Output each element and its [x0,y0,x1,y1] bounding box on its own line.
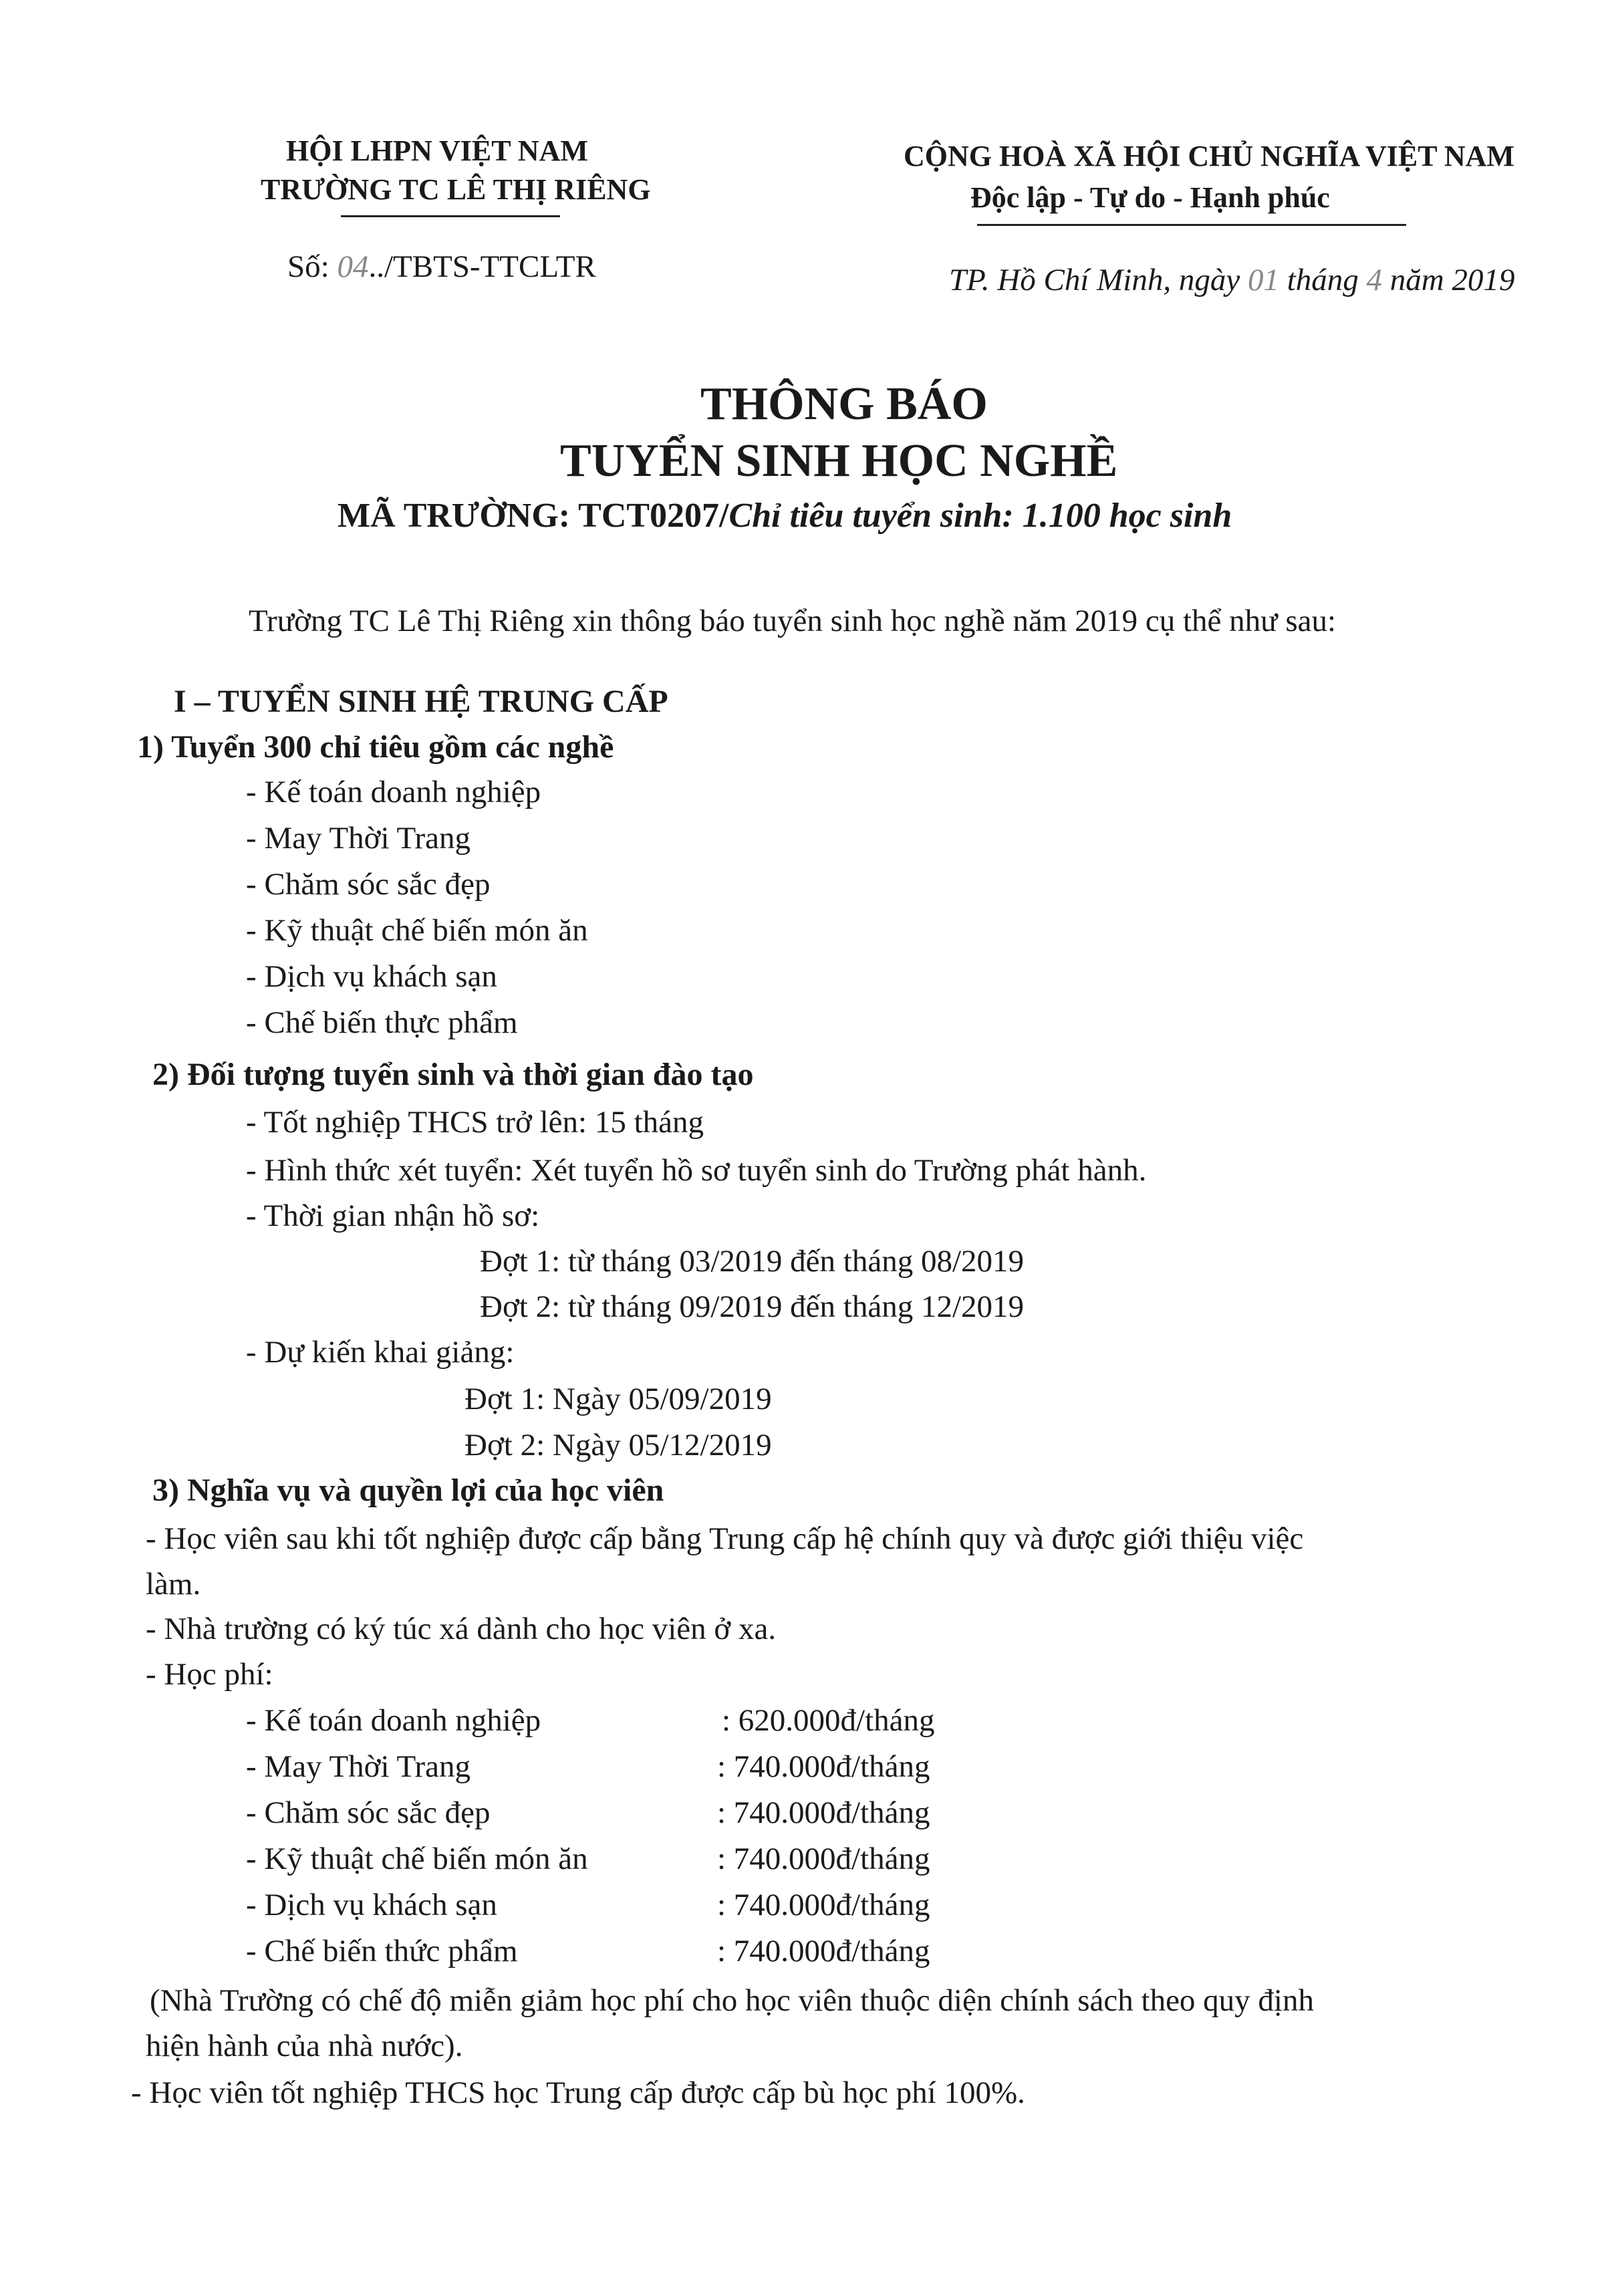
doc-title: THÔNG BÁO [700,378,988,430]
fee-name: - Kế toán doanh nghiệp [246,1703,541,1738]
list-item: - Chế biến thực phẩm [246,1005,518,1040]
dormitory-line: - Nhà trường có ký túc xá dành cho học viên ở xa. [146,1612,777,1646]
doc-date: TP. Hồ Chí Minh, ngày 01 tháng 4 năm 2019 [949,263,1515,297]
list-item: - Chăm sóc sắc đẹp [246,867,491,902]
doc-number-handwritten: 04 [337,249,369,284]
date-month-handwritten: 4 [1366,263,1383,297]
list-item: - May Thời Trang [246,821,471,856]
eligibility-line: - Tốt nghiệp THCS trở lên: 15 tháng [246,1105,704,1140]
opening-line: - Dự kiến khai giảng: [246,1335,515,1370]
benefit-line-1: - Học viên sau khi tốt nghiệp được cấp bằng Trung cấp hệ chính quy và được giới thiệu việc [146,1521,1304,1556]
subsection-1-heading: 1) Tuyển 300 chỉ tiêu gồm các nghề [137,729,614,765]
subsection-2-heading: 2) Đối tượng tuyển sinh và thời gian đào tạo [152,1057,754,1092]
subsidy-line: - Học viên tốt nghiệp THCS học Trung cấp được cấp bù học phí 100%. [131,2075,1025,2110]
benefit-line-1-cont: làm. [146,1567,201,1602]
application-round-2: Đợt 2: từ tháng 09/2019 đến tháng 12/2019 [480,1289,1025,1324]
org-name: HỘI LHPN VIỆT NAM [286,134,588,167]
intro-paragraph: Trường TC Lê Thị Riêng xin thông báo tuyển sinh học nghề năm 2019 cụ thể như sau: [249,604,1337,638]
opening-round-1: Đợt 1: Ngày 05/09/2019 [464,1382,772,1416]
fee-name: - Chăm sóc sắc đẹp [246,1795,491,1830]
fee-value: : 740.000đ/tháng [717,1888,930,1922]
fee-name: - Chế biến thức phẩm [246,1934,518,1968]
application-period-line: - Thời gian nhận hồ sơ: [246,1198,540,1233]
school-code-line: MÃ TRƯỜNG: TCT0207/Chỉ tiêu tuyển sinh: 1.100 học sinh [338,497,1232,535]
fee-value: : 740.000đ/tháng [717,1749,930,1784]
application-round-1: Đợt 1: từ tháng 03/2019 đến tháng 08/2019 [480,1244,1025,1279]
opening-round-2: Đợt 2: Ngày 05/12/2019 [464,1428,772,1462]
fee-value: : 740.000đ/tháng [717,1841,930,1876]
list-item: - Dịch vụ khách sạn [246,959,497,994]
date-day-handwritten: 01 [1247,263,1279,297]
list-item: - Kế toán doanh nghiệp [246,775,541,809]
doc-number: Số: 04../TBTS-TTCLTR [287,249,596,284]
header-left-underline [341,215,560,217]
fee-value: : 740.000đ/tháng [717,1934,930,1968]
doc-subtitle: TUYỂN SINH HỌC NGHỀ [560,435,1118,487]
admission-method-line: - Hình thức xét tuyển: Xét tuyển hồ sơ tuyển sinh do Trường phát hành. [246,1153,1147,1188]
school-name: TRƯỜNG TC LÊ THỊ RIÊNG [261,173,651,206]
fee-name: - May Thời Trang [246,1749,471,1784]
tuition-label: - Học phí: [146,1657,273,1692]
fee-value: : 620.000đ/tháng [722,1703,935,1738]
fee-name: - Kỹ thuật chế biến món ăn [246,1841,588,1876]
header-right-underline [977,224,1406,226]
tuition-note-cont: hiện hành của nhà nước). [146,2029,463,2063]
tuition-note: (Nhà Trường có chế độ miễn giảm học phí cho học viên thuộc diện chính sách theo quy định [150,1983,1314,2018]
subsection-3-heading: 3) Nghĩa vụ và quyền lợi của học viên [152,1473,664,1508]
section-heading: I – TUYỂN SINH HỆ TRUNG CẤP [174,684,668,719]
country-name: CỘNG HOÀ XÃ HỘI CHỦ NGHĨA VIỆT NAM [904,140,1514,172]
fee-name: - Dịch vụ khách sạn [246,1888,497,1922]
fee-value: : 740.000đ/tháng [717,1795,930,1830]
national-motto: Độc lập - Tự do - Hạnh phúc [970,181,1330,214]
list-item: - Kỹ thuật chế biến món ăn [246,913,588,948]
